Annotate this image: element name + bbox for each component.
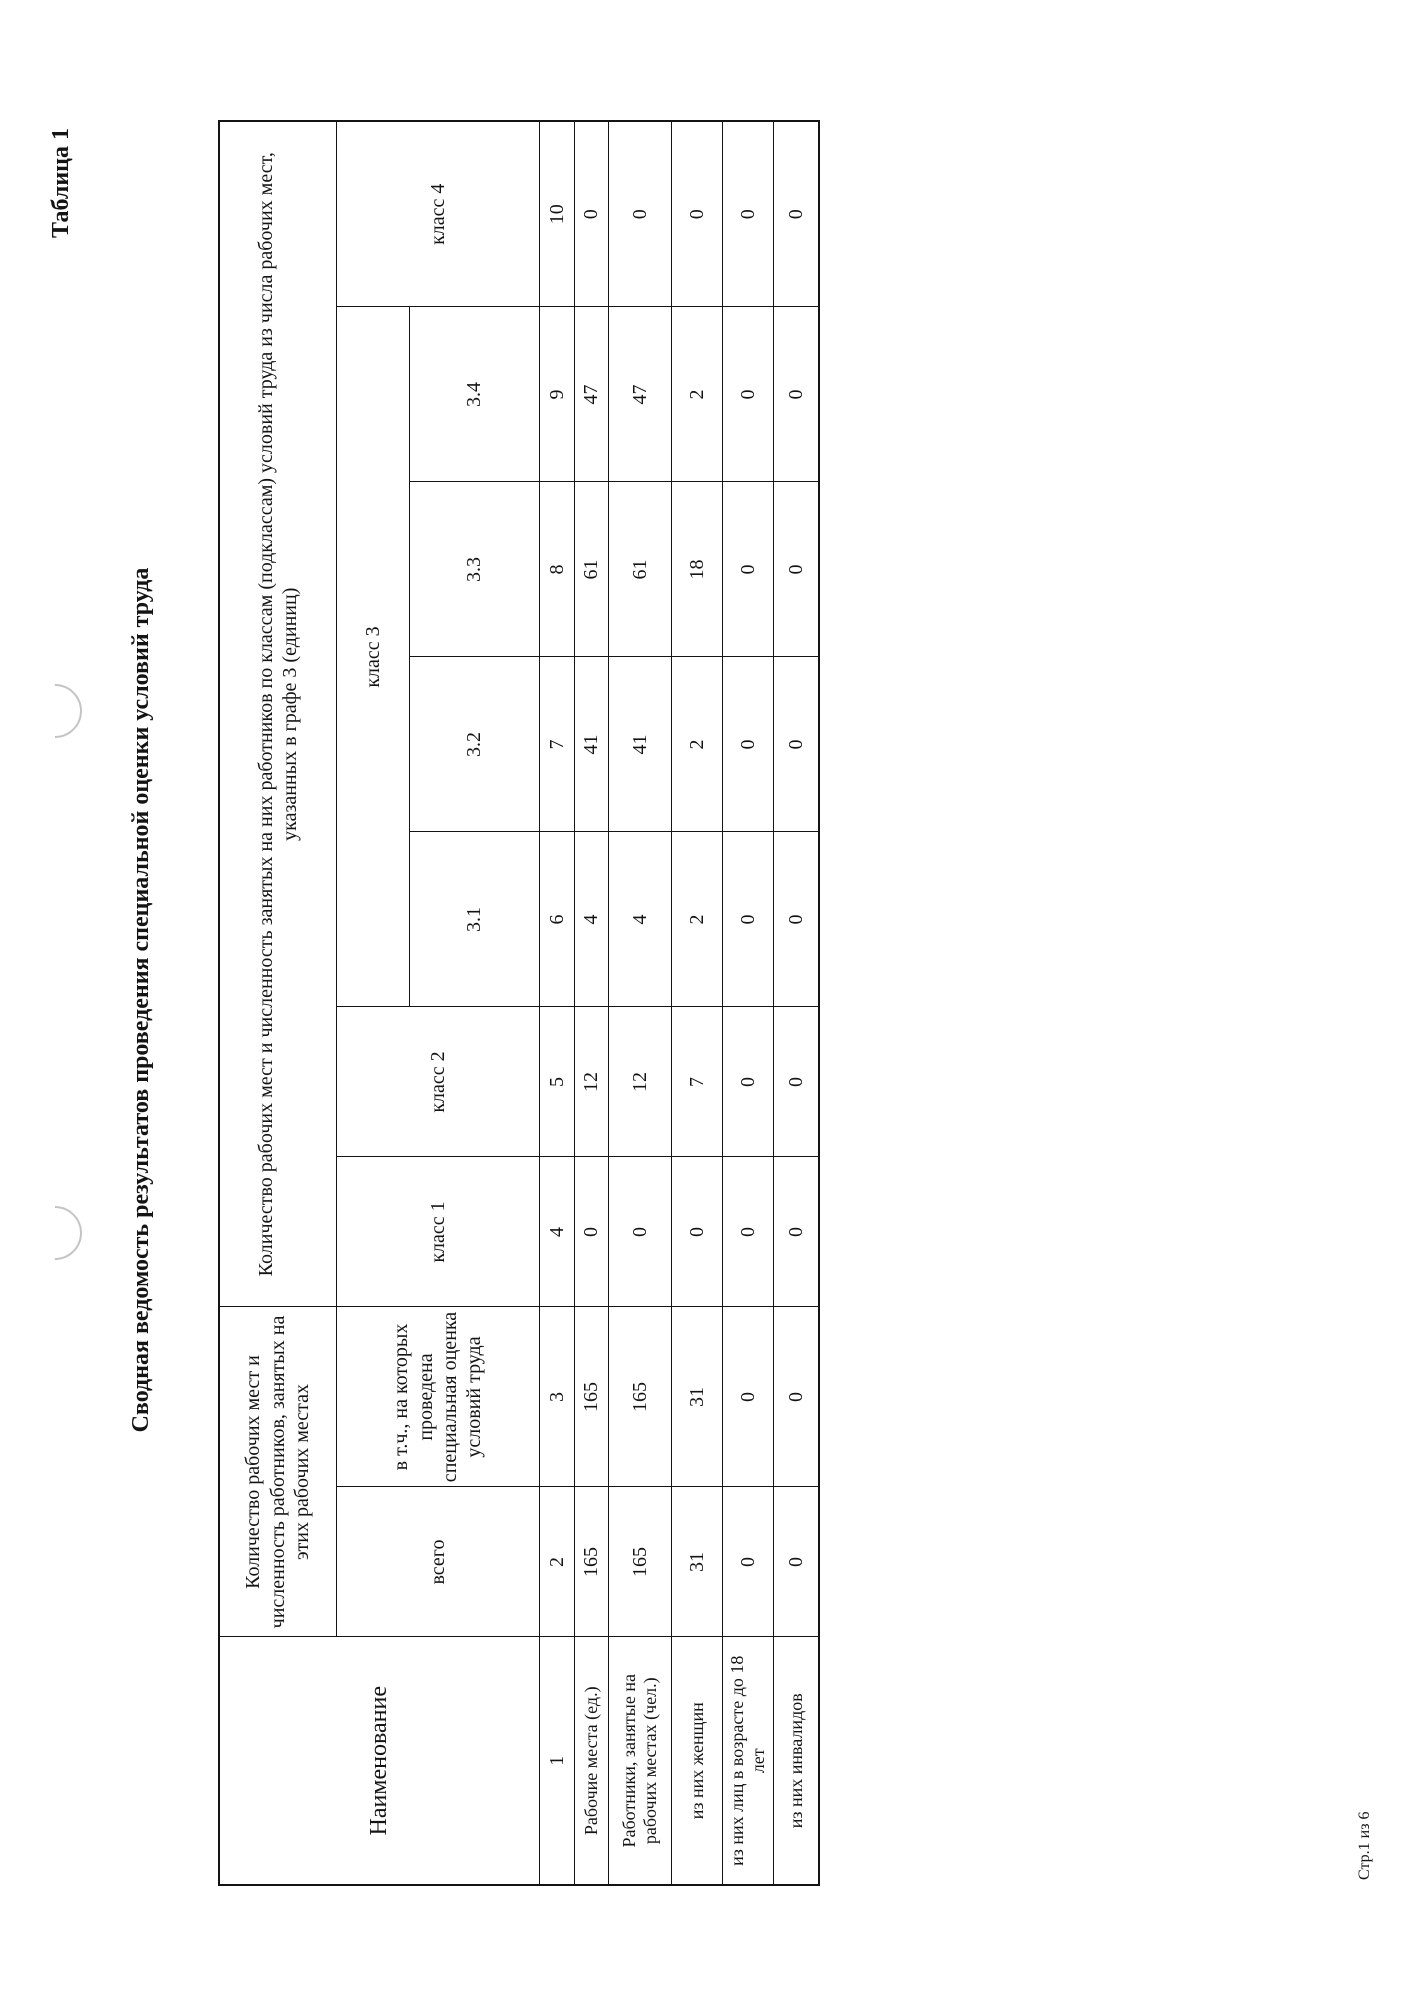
document-title: Сводная ведомость результатов проведения специальной оценки условий труда (128, 567, 154, 1433)
cell-value: 0 (774, 1487, 820, 1637)
cell-value: 0 (723, 121, 774, 307)
cell-value: 0 (723, 1307, 774, 1487)
table-row (672, 121, 723, 1885)
cell-value: 0 (774, 1307, 820, 1487)
cell-value: 41 (609, 657, 672, 832)
cell-value: 0 (774, 1007, 820, 1157)
header-total: всего (337, 1487, 540, 1637)
header-subclass-3-1: 3.1 (410, 832, 540, 1007)
page-number: Стр.1 из 6 (1356, 1811, 1373, 1880)
cell-value: 0 (723, 1157, 774, 1307)
column-number: 10 (540, 121, 575, 307)
cell-value: 0 (723, 1487, 774, 1637)
cell-value: 0 (774, 1157, 820, 1307)
header-class-1: класс 1 (337, 1157, 540, 1307)
header-class-2: класс 2 (337, 1007, 540, 1157)
column-number: 6 (540, 832, 575, 1007)
summary-table (218, 120, 820, 1886)
cell-value: 165 (575, 1487, 609, 1637)
column-number: 9 (540, 307, 575, 482)
cell-value: 0 (723, 482, 774, 657)
table-row (575, 121, 609, 1885)
row-name: из них лиц в возрасте до 18 лет (723, 1637, 774, 1885)
header-class-4: класс 4 (337, 121, 540, 307)
cell-value: 0 (575, 1157, 609, 1307)
cell-value: 2 (672, 832, 723, 1007)
column-number: 1 (540, 1637, 575, 1885)
row-name: из них женщин (672, 1637, 723, 1885)
cell-value: 0 (774, 482, 820, 657)
column-number: 8 (540, 482, 575, 657)
cell-value: 61 (609, 482, 672, 657)
cell-value: 0 (723, 832, 774, 1007)
cell-value: 47 (575, 307, 609, 482)
column-number: 5 (540, 1007, 575, 1157)
cell-value: 0 (575, 121, 609, 307)
cell-value: 12 (609, 1007, 672, 1157)
column-number: 3 (540, 1307, 575, 1487)
cell-value: 165 (609, 1307, 672, 1487)
cell-value: 7 (672, 1007, 723, 1157)
cell-value: 12 (575, 1007, 609, 1157)
header-name: Наименование (219, 1637, 540, 1885)
punch-hole-mark (17, 673, 93, 749)
punch-hole-mark (17, 1195, 93, 1271)
header-subclass-3-4: 3.4 (410, 307, 540, 482)
cell-value: 2 (672, 657, 723, 832)
header-workplaces-group: Количество рабочих мест и численность работников, занятых на этих рабочих местах (219, 1307, 337, 1637)
column-number: 4 (540, 1157, 575, 1307)
cell-value: 0 (723, 307, 774, 482)
cell-value: 0 (723, 1007, 774, 1157)
row-name: Работники, занятые на рабочих местах (чел.) (609, 1637, 672, 1885)
table-row (774, 121, 820, 1885)
cell-value: 0 (774, 307, 820, 482)
column-number: 7 (540, 657, 575, 832)
row-name: из них инвалидов (774, 1637, 820, 1885)
cell-value: 18 (672, 482, 723, 657)
column-number: 2 (540, 1487, 575, 1637)
header-assessed: в т.ч., на которых проведена специальная оценка условий труда (337, 1307, 540, 1487)
cell-value: 31 (672, 1307, 723, 1487)
cell-value: 0 (672, 1157, 723, 1307)
row-name: Рабочие места (ед.) (575, 1637, 609, 1885)
cell-value: 2 (672, 307, 723, 482)
cell-value: 165 (575, 1307, 609, 1487)
cell-value: 0 (609, 121, 672, 307)
cell-value: 47 (609, 307, 672, 482)
header-classes-group: Количество рабочих мест и численность занятых на них работников по классам (подклассам) условий труда из числа рабочих мест, указанных в графе 3 (единиц) (219, 121, 337, 1307)
cell-value: 4 (575, 832, 609, 1007)
column-numbers-row (540, 121, 575, 1885)
cell-value: 0 (609, 1157, 672, 1307)
table-label: Таблица 1 (48, 128, 74, 238)
cell-value: 0 (672, 121, 723, 307)
cell-value: 0 (774, 832, 820, 1007)
cell-value: 41 (575, 657, 609, 832)
table-row (609, 121, 672, 1885)
cell-value: 0 (774, 657, 820, 832)
table-row (723, 121, 774, 1885)
cell-value: 61 (575, 482, 609, 657)
header-subclass-3-3: 3.3 (410, 482, 540, 657)
header-class-3: класс 3 (337, 307, 410, 1007)
cell-value: 165 (609, 1487, 672, 1637)
cell-value: 31 (672, 1487, 723, 1637)
cell-value: 0 (723, 657, 774, 832)
cell-value: 4 (609, 832, 672, 1007)
cell-value: 0 (774, 121, 820, 307)
header-subclass-3-2: 3.2 (410, 657, 540, 832)
